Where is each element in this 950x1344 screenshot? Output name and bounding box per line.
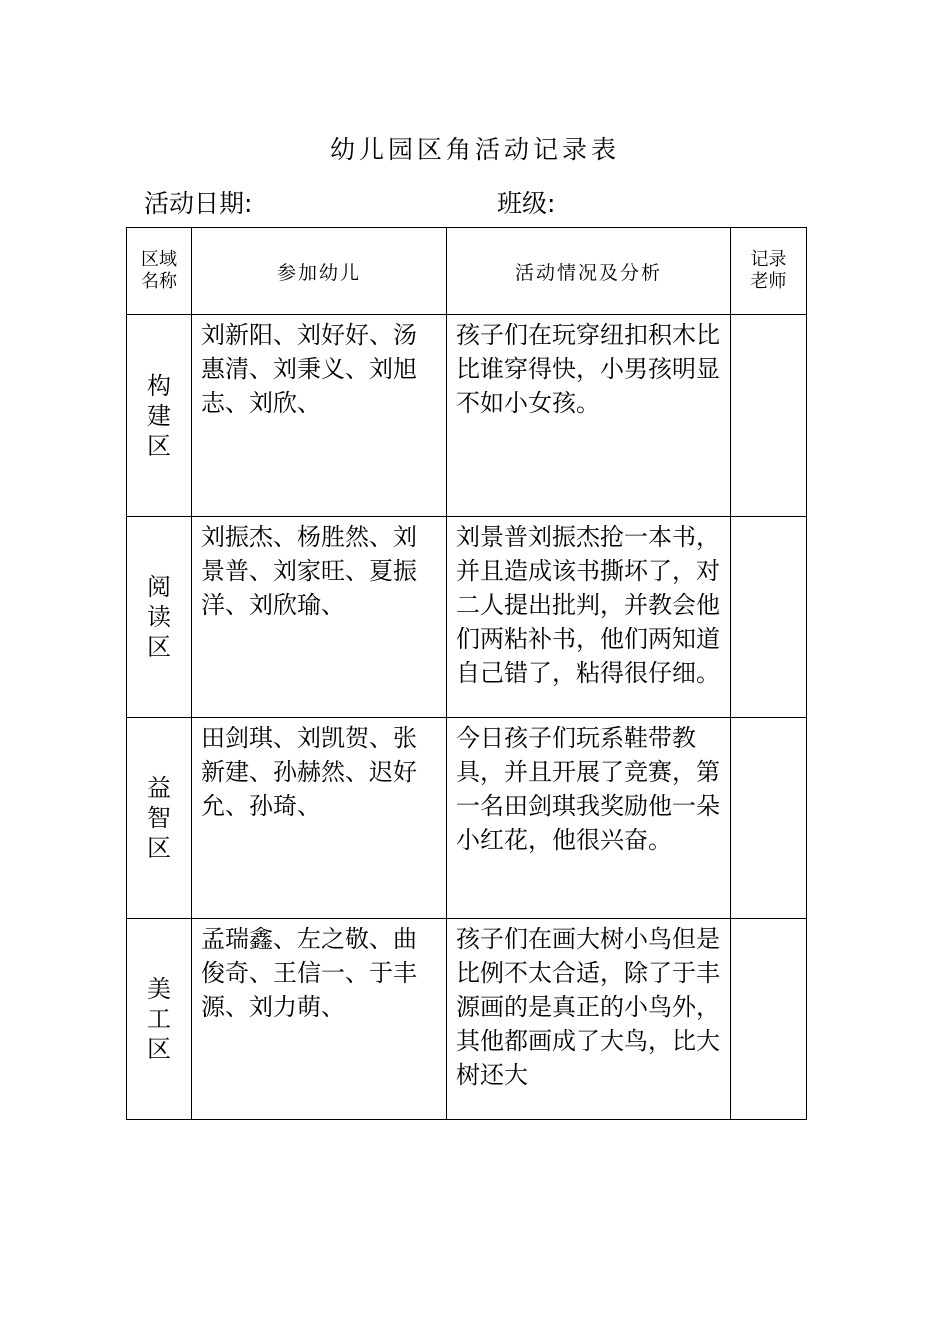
class-label: 班级: (497, 189, 556, 218)
children-cell (192, 517, 447, 718)
analysis-cell (447, 517, 731, 718)
table-row (127, 919, 807, 1120)
table-row (127, 517, 807, 718)
analysis-cell (447, 718, 731, 919)
table-row (127, 718, 807, 919)
teacher-cell (731, 517, 807, 718)
teacher-cell (731, 315, 807, 517)
area-cell (127, 718, 192, 919)
area-cell (127, 315, 192, 517)
children-list: 刘振杰、杨胜然、刘景普、刘家旺、夏振洋、刘欣瑜、 (201, 523, 417, 619)
activity-analysis: 刘景普刘振杰抢一本书，并且造成该书撕坏了，对二人提出批判，并教会他们两粘补书，他们两知道自己错了，粘得很仔细。 (456, 523, 720, 687)
analysis-cell (447, 919, 731, 1120)
table-header-row (127, 228, 807, 315)
analysis-cell (447, 315, 731, 517)
area-name: 阅读区 (147, 573, 171, 661)
table-row (127, 315, 807, 517)
activity-analysis: 孩子们在玩穿纽扣积木比比谁穿得快，小男孩明显不如小女孩。 (456, 321, 720, 417)
activity-analysis: 孩子们在画大树小鸟但是比例不太合适，除了于丰源画的是真正的小鸟外，其他都画成了大鸟，比大树还大 (456, 925, 720, 1089)
children-cell (192, 718, 447, 919)
header-teacher-label: 记录老师 (750, 249, 787, 292)
header-area (127, 228, 192, 315)
area-name: 益智区 (147, 774, 171, 862)
header-children-label: 参加幼儿 (276, 261, 361, 284)
recording-teacher (731, 919, 806, 922)
children-cell (192, 919, 447, 1120)
children-list: 刘新阳、刘好好、汤惠清、刘秉义、刘旭志、刘欣、 (201, 321, 417, 417)
area-cell (127, 517, 192, 718)
recording-teacher (731, 517, 806, 520)
header-analysis-label: 活动情况及分析 (514, 261, 662, 284)
teacher-cell (731, 718, 807, 919)
header-analysis (447, 228, 731, 315)
recording-teacher (731, 718, 806, 721)
activity-date-label: 活动日期: (144, 189, 253, 218)
area-name: 美工区 (147, 975, 171, 1063)
area-cell (127, 919, 192, 1120)
children-cell (192, 315, 447, 517)
activity-analysis: 今日孩子们玩系鞋带教具，并且开展了竞赛，第一名田剑琪我奖励他一朵小红花，他很兴奋。 (456, 724, 720, 854)
children-list: 田剑琪、刘凯贺、张新建、孙赫然、迟好允、孙琦、 (201, 724, 417, 820)
page-title: 幼儿园区角活动记录表 (329, 135, 620, 164)
header-area-label: 区域名称 (141, 249, 177, 292)
area-name: 构建区 (147, 371, 171, 460)
header-teacher (731, 228, 807, 315)
recording-teacher (731, 315, 806, 318)
teacher-cell (731, 919, 807, 1120)
children-list: 孟瑞鑫、左之敬、曲俊奇、王信一、于丰源、刘力萌、 (201, 925, 417, 1021)
activity-record-table (126, 227, 807, 1120)
header-children (192, 228, 447, 315)
